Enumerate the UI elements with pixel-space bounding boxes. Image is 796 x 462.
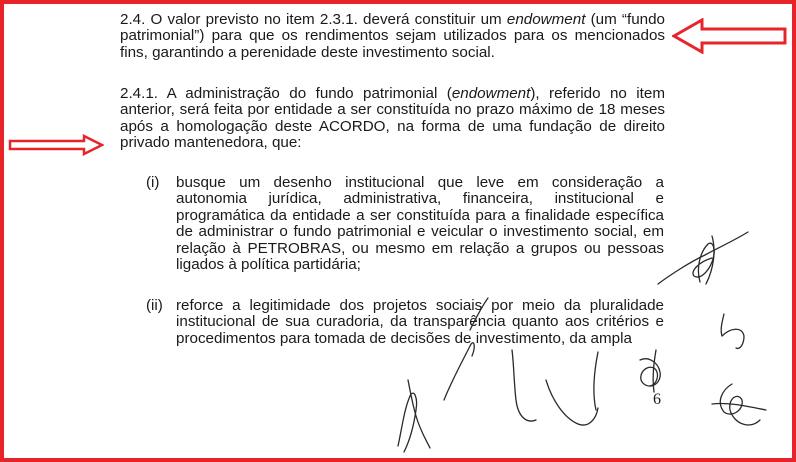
arrow-right-icon [8,134,104,156]
list-item-text: busque um desenho institucional que leve em consideração a autonomia jurídica, administrativa, financeira, institucional e programática da entidade a ser constituída para a finalidade específica de administrar o fundo patrimonial e veicular o investimento social, em relação à PETROBRAS, ou mesmo em relação a grupos ou pessoas ligados à política partidária; [176,174,664,274]
page-number: 6 [653,391,661,408]
paragraph-text: (um “fundo patrimonial”) para que os rendimentos sejam utilizados para os mencionados fins, garantindo a perenidade deste investimento social. [120,11,665,61]
paragraph-text: 2.4.1. A administração do fundo patrimonial ( [120,85,452,102]
paragraph-text: ), referido no item anterior, será feita por entidade a ser constituída no prazo máximo de 18 meses após a homologação deste ACORDO, na forma de uma fundação de direito privado mantenedora, que: [120,85,665,152]
list-marker: (ii) [146,297,163,314]
italic-term: endowment [506,11,586,28]
list-item-text: reforce a legitimidade dos projetos sociais por meio da pluralidade institucional de sua curadoria, da transparência quanto aos critérios e procedimentos para tomada de decisões de investimento, da ampla [176,297,664,347]
italic-term: endowment [451,85,531,102]
paragraph-text: O valor previsto no item 2.3.1. deverá constituir um [145,11,507,28]
paragraph-number: 2.4. [120,11,146,28]
arrow-left-icon [672,18,788,54]
list-marker: (i) [146,174,160,191]
